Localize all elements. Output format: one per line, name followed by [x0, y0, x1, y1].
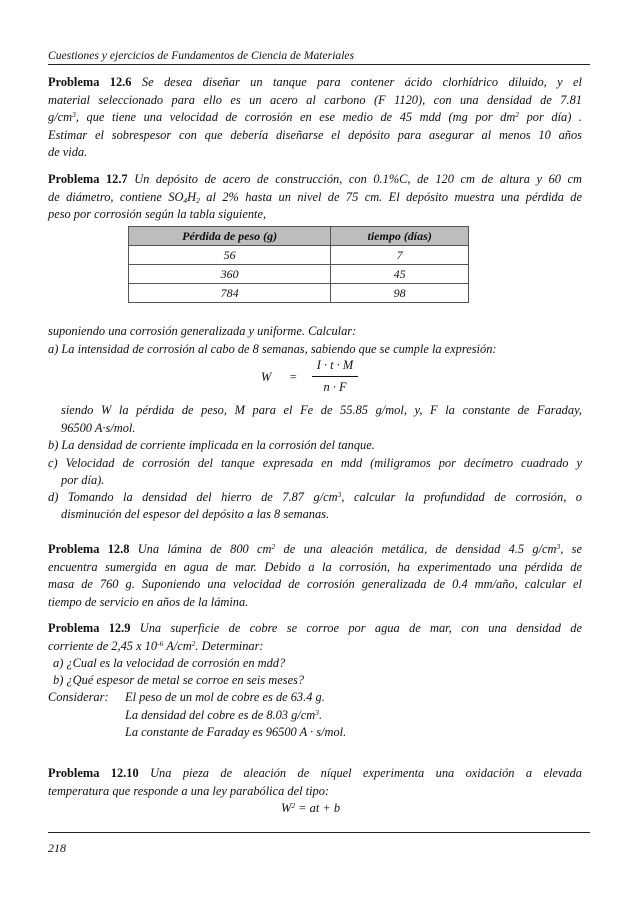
- table-row: 56 7: [129, 246, 469, 265]
- running-header: Cuestiones y ejercicios de Fundamentos de Ciencia de Materiales: [48, 49, 355, 62]
- problem-12-7-b: b) La densidad de corriente implicada en la corrosión del tanque.: [48, 438, 375, 452]
- header-rule: [48, 64, 590, 65]
- table-header: Pérdida de peso (g): [129, 227, 331, 246]
- problem-12-9: Problema 12.9 Una superficie de cobre se corroe por agua de mar, con una densidad de corriente de 2,45 x $10^{-6}$ $A/cm^2$. Determinar:: [48, 621, 582, 653]
- table-row: 784 98: [129, 284, 469, 303]
- problem-12-6: Problema 12.6 Se desea diseñar un tanque para contener ácido clorhídrico diluido, y el material seleccionado para ello es un acero al carbono (F 1120), con una densidad de 7.81 $g/cm^3$, que tiene una velocidad de corrosión en ese medio de 45 mdd (mg por $dm^2$ por día) . Estimar el sobrespesor con que debería diseñarse el depósito para asegurar al menos 10 años de vida.: [48, 75, 582, 159]
- consider-label: Considerar:: [48, 690, 109, 704]
- problem-12-9-a: a) ¿Cual es la velocidad de corrosión en mdd?: [53, 656, 286, 670]
- footer-rule: [48, 832, 590, 833]
- problem-label: Problema 12.9: [48, 621, 131, 635]
- consider-list: El peso de un mol de cobre es de 63.4 g. La densidad del cobre es de 8.03 $g/cm^3$. La constante de Faraday es 96500 A · s/mol.: [125, 690, 347, 739]
- problem-12-7: Problema 12.7 Un depósito de acero de construcción, con 0.1%C, de 120 cm de altura y 60 cm de diámetro, contiene $SO_4H_2$ al 2% hasta un nivel de 75 cm. El depósito muestra una pérdida de peso por corrosión según la tabla siguiente,: [48, 172, 582, 221]
- equation-equals: =: [289, 370, 298, 384]
- problem-12-7-where: siendo W la pérdida de peso, M para el Fe de 55.85 g/mol, y, F la constante de Faraday, 96500 A·s/mol.: [61, 403, 582, 435]
- problem-12-9-b: b) ¿Qué espesor de metal se corroe en seis meses?: [53, 673, 305, 687]
- equation-lhs: W: [261, 370, 272, 384]
- weight-loss-table: [128, 226, 469, 303]
- problem-12-10: Problema 12.10 Una pieza de aleación de níquel experimenta una oxidación a elevada temperatura que responde a una ley parabólica del tipo:: [48, 766, 582, 798]
- parabolic-equation: $W^2$ = at + b: [281, 801, 341, 815]
- problem-label: Problema 12.6: [48, 75, 132, 89]
- problem-label: Problema 12.10: [48, 766, 139, 780]
- problem-12-7-questions: suponiendo una corrosión generalizada y uniforme. Calcular: a) La intensidad de corrosión al cabo de 8 semanas, sabiendo que se cumple la expresión:: [48, 324, 497, 356]
- table-header: tiempo (días): [331, 227, 469, 246]
- problem-12-7-d-cont: disminución del espesor del depósito a las 8 semanas.: [61, 507, 330, 521]
- problem-12-7-d: d) Tomando la densidad del hierro de 7.87 $g/cm^3$, calcular la profundidad de corrosión, o: [48, 490, 582, 504]
- problem-12-8: Problema 12.8 Una lámina de 800 $cm^2$ de una aleación metálica, de densidad 4.5 $g/cm^3$, se encuentra sumergida en agua de mar. Debido a la corrosión, ha experimentado una pérdida de masa de 760 g. Suponiendo una velocidad de corrosión generalizada de 0.4 mm/año, calcular el tiempo de servicio en años de la lámina.: [48, 542, 582, 609]
- equation-denominator: n · F: [323, 380, 347, 394]
- problem-12-7-c-cont: por día).: [61, 473, 105, 487]
- problem-12-7-c: c) Velocidad de corrosión del tanque expresada en mdd (miligramos por decímetro cuadrado y: [48, 456, 582, 470]
- problem-label: Problema 12.8: [48, 542, 130, 556]
- fraction-bar: [312, 376, 358, 377]
- table-row: 360 45: [129, 265, 469, 284]
- page-number: 218: [48, 841, 66, 855]
- problem-label: Problema 12.7: [48, 172, 128, 186]
- equation-numerator: I · t · M: [316, 358, 354, 372]
